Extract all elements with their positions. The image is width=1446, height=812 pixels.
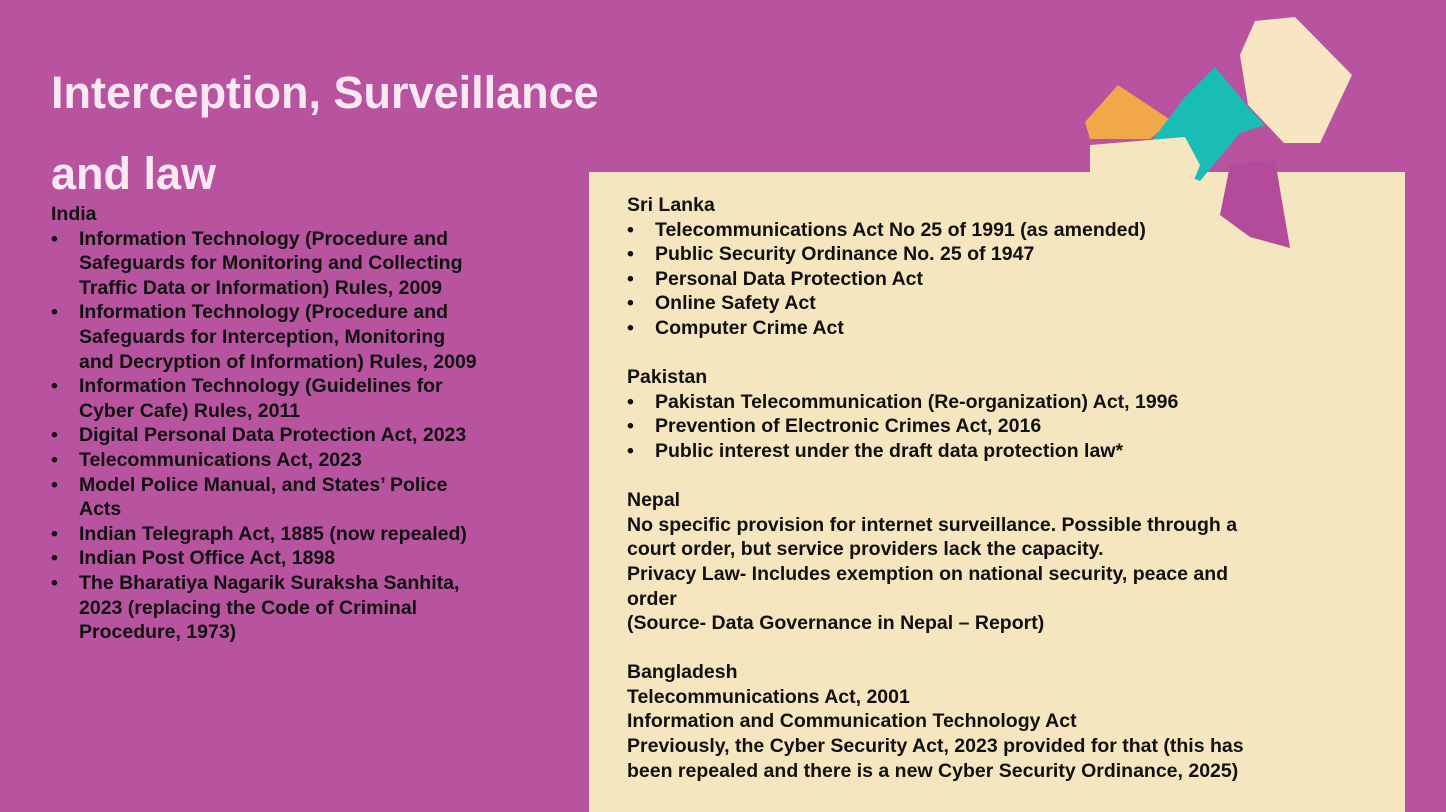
india-list [51,227,481,645]
india-item: • Digital Personal Data Protection Act, 2023 [51,423,481,448]
bangladesh-section [627,660,1327,783]
bangladesh-heading: Bangladesh [627,661,738,684]
nepal-heading: Nepal [627,489,681,512]
sri-lanka-item: • Personal Data Protection Act [627,267,1327,292]
pakistan-section [627,365,1327,463]
sri-lanka-section [627,193,1327,341]
india-item: • Model Police Manual, and States’ Police Acts [51,473,481,522]
bangladesh-text: Telecommunications Act, 2001 [627,685,910,708]
india-item: • Telecommunications Act, 2023 [51,448,481,473]
sri-lanka-list [627,218,1327,341]
india-section [51,202,481,645]
sri-lanka-item: • Online Safety Act [627,291,1327,316]
india-item: • Indian Telegraph Act, 1885 (now repealed) [51,522,481,547]
india-item: • Indian Post Office Act, 1898 [51,546,481,571]
nepal-section [627,488,1327,636]
bangladesh-text: Information and Communication Technology Act [627,710,1077,733]
india-item: • The Bharatiya Nagarik Suraksha Sanhita, 2023 (replacing the Code of Criminal Procedure, 1973) [51,571,481,645]
orange-shape [1085,85,1172,139]
region-sections [627,193,1327,783]
nepal-source: (Source- Data Governance in Nepal – Report) [627,612,1045,635]
nepal-text: Privacy Law- Includes exemption on national security, peace and order [627,562,1229,610]
sri-lanka-item: • Public Security Ordinance No. 25 of 1947 [627,242,1327,267]
india-heading: India [51,203,97,225]
india-item: • Information Technology (Guidelines for Cyber Cafe) Rules, 2011 [51,374,481,423]
sri-lanka-item: • Telecommunications Act No 25 of 1991 (as amended) [627,218,1327,243]
india-item: • Information Technology (Procedure and Safeguards for Monitoring and Collecting Traffic Data or Information) Rules, 2009 [51,227,481,301]
slide-title-line-1: Interception, Surveillance [51,67,599,118]
pakistan-item: • Public interest under the draft data protection law* [627,439,1327,464]
india-item: • Information Technology (Procedure and Safeguards for Interception, Monitoring and Decryption of Information) Rules, 2009 [51,300,481,374]
nepal-text: No specific provision for internet surveillance. Possible through a court order, but service providers lack the capacity. [627,513,1238,561]
pakistan-heading: Pakistan [627,366,708,389]
sri-lanka-heading: Sri Lanka [627,194,715,216]
sri-lanka-item: • Computer Crime Act [627,316,1327,341]
bangladesh-text: Previously, the Cyber Security Act, 2023 provided for that (this has been repealed and there is a new Cyber Security Ordinance, 2025) [627,735,1244,782]
slide-title-line-2: and law [51,148,217,199]
pakistan-item: • Pakistan Telecommunication (Re-organization) Act, 1996 [627,390,1327,415]
slide-title [51,52,599,214]
pakistan-item: • Prevention of Electronic Crimes Act, 2016 [627,414,1327,439]
pakistan-list [627,390,1327,464]
